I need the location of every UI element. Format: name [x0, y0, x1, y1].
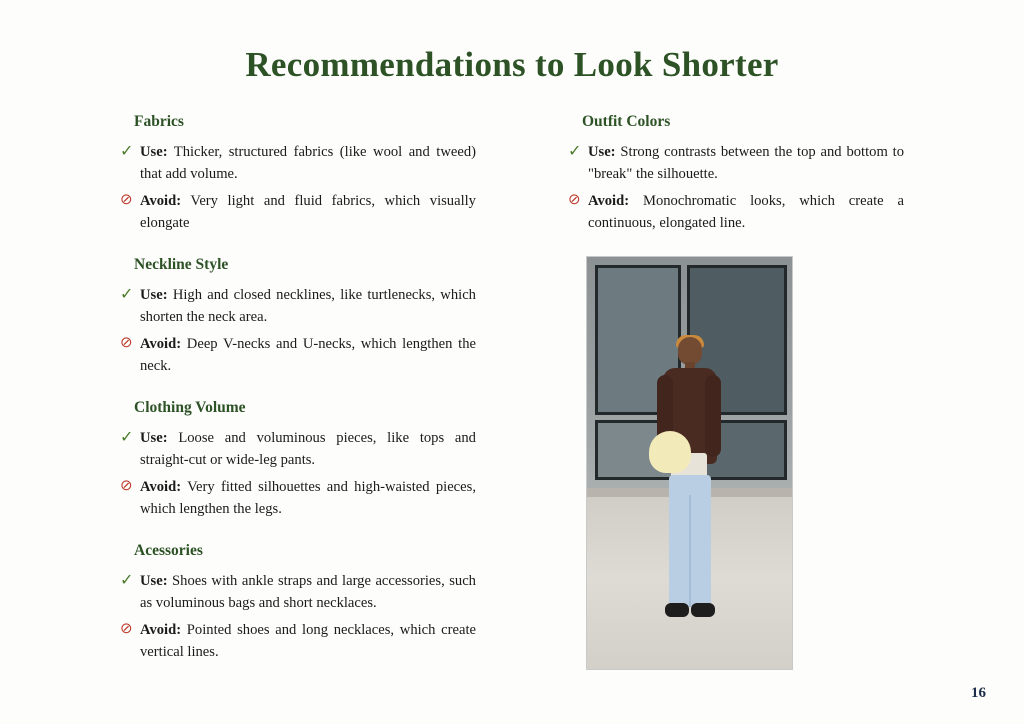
list-item-body: Thicker, structured fabrics (like wool and tweed) that add volume.	[140, 144, 476, 182]
check-icon: ✓	[120, 286, 134, 303]
list-item-body: Monochromatic looks, which create a continuous, elongated line.	[587, 193, 904, 231]
list-item	[568, 141, 904, 185]
list-item-body: High and closed necklines, like turtlenecks, which shorten the neck area.	[140, 287, 476, 325]
list-item-text	[140, 333, 476, 377]
list-item-text	[140, 427, 476, 471]
ban-icon: ⊘	[567, 192, 581, 208]
list-item-body: Very fitted silhouettes and high-waisted pieces, which lengthen the legs.	[140, 479, 476, 517]
list-item-label: Use:	[140, 144, 168, 160]
list-item-body: Loose and voluminous pieces, like tops and straight-cut or wide-leg pants.	[140, 430, 476, 468]
list-item	[120, 141, 476, 185]
section-acessories	[120, 542, 476, 663]
ban-icon: ⊘	[120, 478, 133, 494]
check-icon: ✓	[120, 429, 134, 446]
right-column	[546, 113, 904, 685]
ban-icon: ⊘	[120, 192, 133, 208]
check-icon: ✓	[120, 143, 134, 160]
list-item-label: Avoid:	[140, 479, 182, 495]
check-icon: ✓	[567, 143, 582, 160]
list-item-text	[588, 141, 904, 185]
list-item-body: Strong contrasts between the top and bottom to "break" the silhouette.	[587, 144, 904, 182]
left-column	[120, 113, 476, 685]
list-item-label: Use:	[140, 430, 168, 446]
list-item	[568, 190, 904, 234]
list-item-text	[140, 190, 476, 234]
section-heading: Acessories	[134, 542, 203, 559]
list-item-text	[140, 619, 476, 663]
list-item-text	[140, 141, 476, 185]
list-item-label: Use:	[587, 144, 616, 160]
list-item-text	[140, 570, 476, 614]
list-item	[120, 190, 476, 234]
photo-person-arm-right	[705, 375, 721, 457]
list-item-label: Use:	[140, 287, 168, 303]
list-item-text	[140, 284, 476, 328]
list-item-body: Deep V-necks and U-necks, which lengthen the neck.	[140, 336, 476, 374]
photo-person-jeans-seam	[689, 495, 691, 607]
photo-person-shoe-right	[691, 603, 715, 617]
list-item-text	[140, 476, 476, 520]
outfit-photo	[586, 256, 793, 670]
section-clothing-volume	[120, 399, 476, 520]
list-item-body: Very light and fluid fabrics, which visually elongate	[140, 193, 476, 231]
list-item	[120, 476, 476, 520]
photo-person	[641, 335, 737, 665]
section-neckline-style	[120, 256, 476, 377]
list-item	[120, 619, 476, 663]
content-columns	[0, 85, 1024, 685]
photo-person-bag	[649, 431, 691, 473]
section-heading: Neckline Style	[134, 256, 229, 273]
section-heading: Fabrics	[134, 113, 184, 130]
list-item	[120, 284, 476, 328]
list-item-body: Shoes with ankle straps and large accessories, such as voluminous bags and short necklaces.	[140, 573, 476, 611]
ban-icon: ⊘	[120, 335, 133, 351]
list-item-text	[588, 190, 904, 234]
list-item-label: Avoid:	[140, 622, 182, 638]
section-fabrics	[120, 113, 476, 234]
check-icon: ✓	[120, 572, 134, 589]
list-item-label: Avoid:	[140, 336, 182, 352]
list-item	[120, 570, 476, 614]
list-item-label: Avoid:	[140, 193, 182, 209]
photo-person-shoe-left	[665, 603, 689, 617]
section-heading: Outfit Colors	[581, 113, 671, 130]
section-heading: Clothing Volume	[134, 399, 246, 416]
list-item-label: Use:	[140, 573, 168, 589]
section-outfit-colors	[568, 113, 904, 234]
ban-icon: ⊘	[120, 621, 133, 637]
page-number: 16	[971, 685, 986, 701]
list-item-label: Avoid:	[587, 193, 630, 209]
page-title: Recommendations to Look Shorter	[245, 45, 779, 84]
photo-person-head	[678, 337, 702, 365]
list-item	[120, 427, 476, 471]
list-item	[120, 333, 476, 377]
list-item-body: Pointed shoes and long necklaces, which create vertical lines.	[140, 622, 476, 660]
